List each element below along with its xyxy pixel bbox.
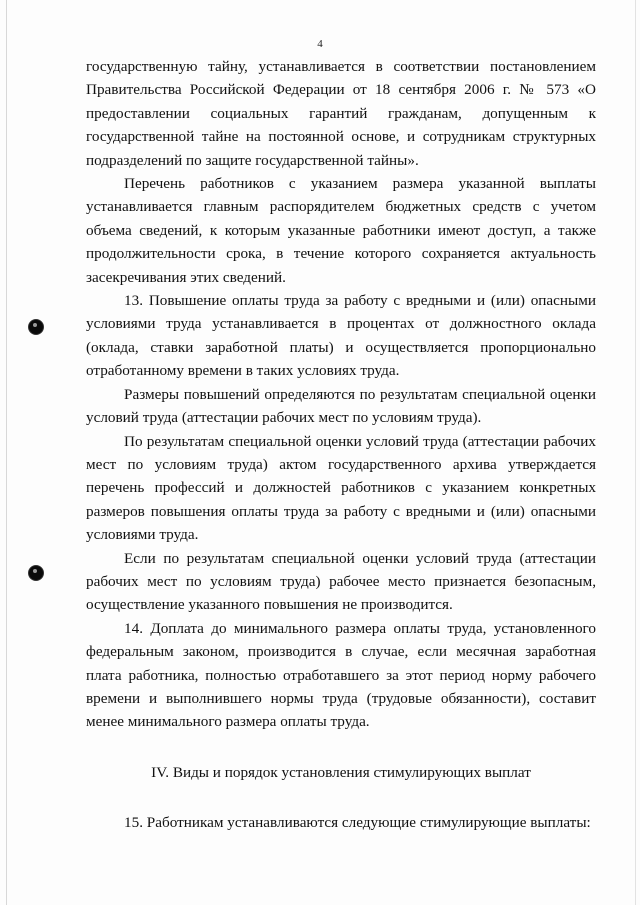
document-body — [86, 55, 596, 835]
paragraph-item-13: 13. Повышение оплаты труда за работу с вредными и (или) опасными условиями труда устанавливается в процентах от должностного оклада (оклада, ставки заработной платы) и осуществляется пропорционально отработанному времени в таких условиях труда. — [86, 292, 596, 380]
section-heading: IV. Виды и порядок установления стимулирующих выплат — [151, 763, 531, 781]
scan-edge-right — [635, 0, 636, 905]
scan-edge-left — [6, 0, 7, 905]
paragraph: Размеры повышений определяются по результатам специальной оценки условий труда (аттестации рабочих мест по условиям труда). — [86, 385, 596, 427]
punch-hole — [29, 320, 43, 334]
paragraph-item-14: 14. Доплата до минимального размера оплаты труда, установленного федеральным законом, производится в случае, если месячная заработная плата работника, полностью отработавшего за этот период норму рабочего времени и выполнившего нормы труда (трудовые обязанности), составит менее минимального размера оплаты труда. — [86, 619, 596, 731]
paragraph: По результатам специальной оценки условий труда (аттестации рабочих мест по условиям труда) актом государственного архива утверждается перечень профессий и должностей работников с указанием конкретных размеров повышения оплаты труда за работу с вредными и (или) опасными условиями труда. — [86, 432, 596, 544]
paragraph: Если по результатам специальной оценки условий труда (аттестации рабочих мест по условиям труда) рабочее место признается безопасным, осуществление указанного повышения не производится. — [86, 549, 596, 614]
paragraph: Перечень работников с указанием размера указанной выплаты устанавливается главным распорядителем бюджетных средств с учетом объема сведений, к которым указанные работники имеют доступ, а также продолжительности срока, в течение которого сохраняется актуальность засекречивания этих сведений. — [86, 175, 596, 286]
page-number: 4 — [317, 38, 323, 50]
punch-hole — [29, 566, 43, 580]
paragraph-continuation: государственную тайну, устанавливается в соответствии постановлением Правительства Российской Федерации от 18 сентября 2006 г. № 573 «О предоставлении социальных гарантий гражданам, допущенным к государственной тайне на постоянной основе, и сотрудникам структурных подразделений по защите государственной тайны». — [86, 58, 596, 169]
paragraph-item-15: 15. Работникам устанавливаются следующие стимулирующие выплаты: — [124, 814, 591, 832]
